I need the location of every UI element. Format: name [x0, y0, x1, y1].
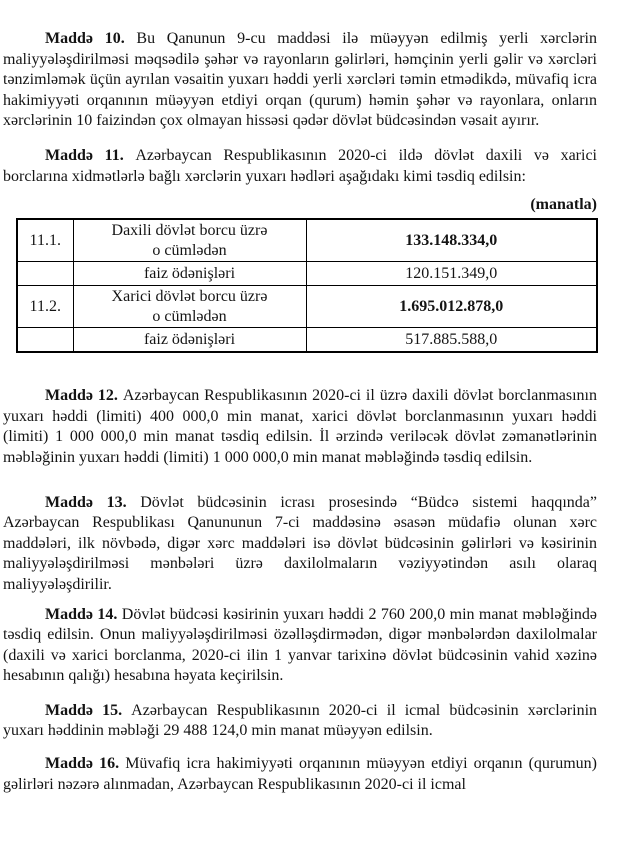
table-row-11-1 [17, 219, 597, 262]
article-10-label: Maddə 10. [45, 30, 137, 47]
debt-service-limits-table [16, 218, 598, 353]
article-16 [3, 754, 597, 795]
row-value-cell: 1.695.012.878,0 [306, 286, 597, 328]
row-description-cell: faiz ödənişləri [73, 262, 306, 286]
article-14-text: Dövlət büdcəsi kəsirinin yuxarı həddi 2 760 200,0 min manat məbləğində təsdiq edilsin. Onun maliyyələşdirilməsi özəlləşdirmədən, digər mənbələrdən daxilolmalar (daxili və xarici borclanma, 2020-ci ilin 1 yanvar tarixinə dövlət büdcəsinin vahid xəzinə hesabının qalığı) hesabına həyata keçirilsin. [3, 605, 598, 685]
article-14 [3, 605, 597, 687]
row-number-cell: 11.2. [17, 286, 73, 328]
table-row-interest-1 [17, 262, 597, 286]
article-13-label: Maddə 13. [45, 493, 141, 511]
row-description-cell [73, 286, 306, 328]
row-value-cell: 133.148.334,0 [306, 219, 597, 262]
row-description-cell: faiz ödənişləri [73, 328, 306, 353]
row-description-line1: Xarici dövlət borcu üzrə [111, 287, 268, 305]
row-value-cell: 120.151.349,0 [306, 262, 597, 286]
article-11-text: Azərbaycan Respublikasının 2020-ci ildə dövlət daxili və xarici borclarına xidmətlərlə bağlı xərclərin yuxarı hədləri aşağıdakı kimi təsdiq edilsin: [3, 146, 597, 185]
currency-unit-note: (manatla) [530, 196, 597, 214]
article-11-label: Maddə 11. [45, 146, 136, 164]
article-15-text: Azərbaycan Respublikasının 2020-ci il icmal büdcəsinin xərclərinin yuxarı həddinin məbləği 29 488 124,0 min manat müəyyən edilsin. [3, 701, 598, 740]
article-10-text: Bu Qanunun 9-cu maddəsi ilə müəyyən edilmiş yerli xərclərin maliyyələşdirilməsi məqsədilə şəhər və rayonların gəlirləri, həmçinin yerli gəlir və xərcləri tənzimləmək üçün ayrılan vəsaitin yuxarı həddi yerli xərcləri təmin etmədikdə, müvafiq icra hakimiyyəti orqanının müəyyən etdiyi orqan (qurum) həmin şəhər və rayonlara, onların xərclərinin 10 faizindən çox olmayan hissəsi qədər dövlət büdcəsindən vəsait ayırır. [3, 30, 598, 130]
article-15-label: Maddə 15. [45, 701, 132, 719]
row-value-cell: 517.885.588,0 [306, 328, 597, 353]
article-12-label: Maddə 12. [45, 387, 123, 405]
row-description-line2: o cümlədən [152, 241, 227, 259]
article-13 [3, 493, 597, 596]
table-row-interest-2 [17, 328, 597, 353]
article-12 [3, 386, 597, 468]
row-number-cell [17, 328, 73, 353]
article-12-text: Azərbaycan Respublikasının 2020-ci il üzrə daxili dövlət borclanmasının yuxarı həddi (limiti) 400 000,0 min manat, xarici dövlət borclanmasının yuxarı həddi (limiti) 1 000 000,0 min manat təsdiq edilsin. İl ərzində veriləcək dövlət zəmanətlərinin məbləğinin yuxarı həddi (limiti) 1 000 000,0 min manat məbləğində təsdiq edilsin. [3, 387, 597, 466]
article-10 [3, 29, 597, 132]
row-description-cell [73, 219, 306, 262]
article-15 [3, 701, 597, 742]
row-description-line1: Daxili dövlət borcu üzrə [111, 221, 268, 239]
row-description-line2: o cümlədən [152, 307, 227, 325]
article-14-label: Maddə 14. [45, 605, 122, 623]
article-16-label: Maddə 16. [45, 755, 126, 773]
row-number-cell [17, 262, 73, 286]
article-13-text: Dövlət büdcəsinin icrası prosesində “Büdcə sistemi haqqında” Azərbaycan Respublikası Qanununun 7-ci maddəsinə əsasən müdafiə olunan xərc maddələri, ilk növbədə, digər xərc maddələri isə dövlət büdcəsinin gəlirləri və kəsirinin maliyyələşdirilməsi mənbələri üzrə daxilolmaların vəziyyətindən asılı olaraq maliyyələşdirilir. [3, 493, 597, 593]
article-11 [3, 146, 597, 187]
article-16-text: Müvafiq icra hakimiyyəti orqanının müəyyən etdiyi orqanın (qurumun) gəlirləri nəzərə alınmadan, Azərbaycan Respublikasının 2020-ci il icmal [3, 755, 598, 793]
row-number-cell: 11.1. [17, 219, 73, 262]
table-row-11-2 [17, 286, 597, 328]
